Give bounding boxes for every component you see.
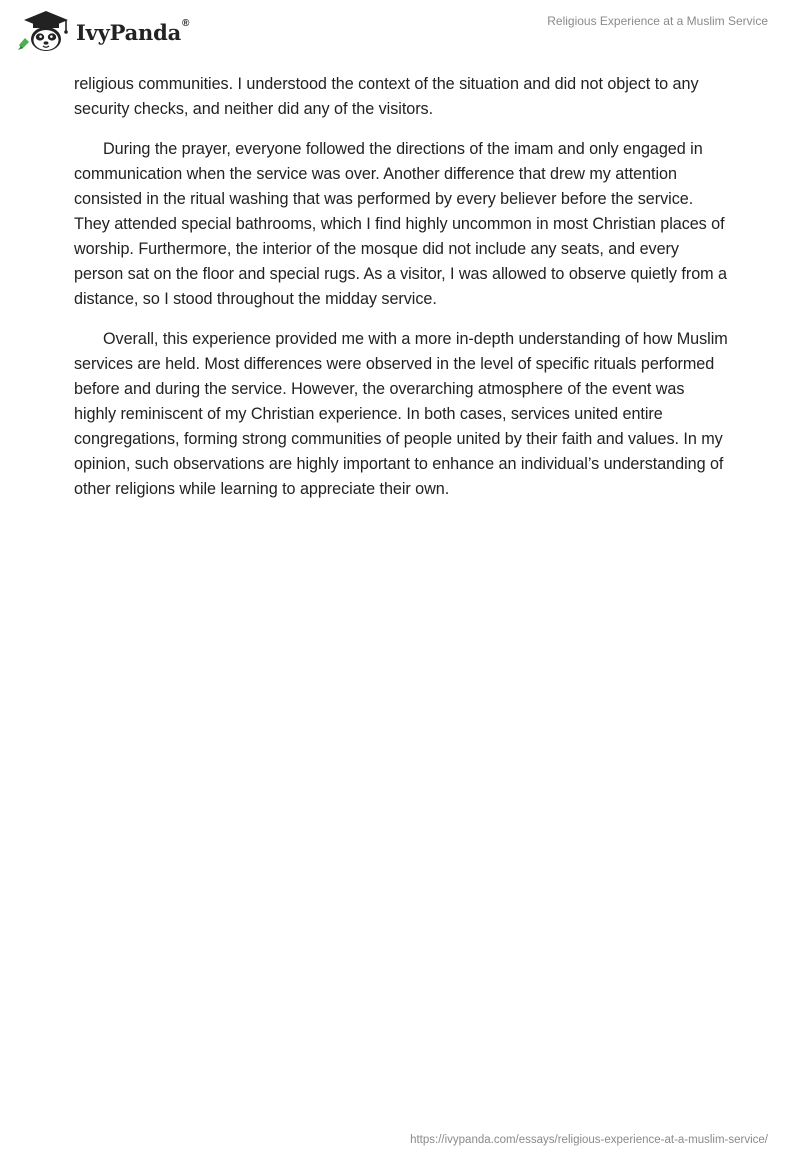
- source-url[interactable]: https://ivypanda.com/essays/religious-experience-at-a-muslim-service/: [410, 1134, 768, 1146]
- registered-mark: ®: [182, 17, 190, 29]
- essay-body: [74, 72, 728, 517]
- ivypanda-logo[interactable]: [16, 9, 189, 53]
- paragraph: During the prayer, everyone followed the directions of the imam and only engaged in communication when the service was over. Another difference that drew my attention consisted in the ritual washing that was performed by every believer before the service. They attended special bathrooms, which I find highly uncommon in most Christian places of worship. Furthermore, the interior of the mosque did not include any seats, and every person sat on the floor and special rugs. As a visitor, I was allowed to observe quietly from a distance, so I stood throughout the midday service.: [74, 140, 727, 308]
- logo-wordmark: IvyPanda®: [76, 17, 190, 45]
- paragraph: Overall, this experience provided me with a more in-depth understanding of how Muslim services are held. Most differences were observed in the level of specific rituals performed before and during the service. However, the overarching atmosphere of the event was highly reminiscent of my Christian experience. In both cases, services united entire congregations, forming strong communities of people united by their faith and values. In my opinion, such observations are highly important to enhance an individual’s understanding of other religions while learning to appreciate their own.: [74, 330, 728, 498]
- page-header: [0, 0, 800, 62]
- panda-graduation-cap-icon: [16, 9, 72, 53]
- document-title: Religious Experience at a Muslim Service: [547, 14, 768, 28]
- paragraph-continuation: religious communities. I understood the context of the situation and did not object to any security checks, and neither did any of the visitors.: [74, 75, 699, 118]
